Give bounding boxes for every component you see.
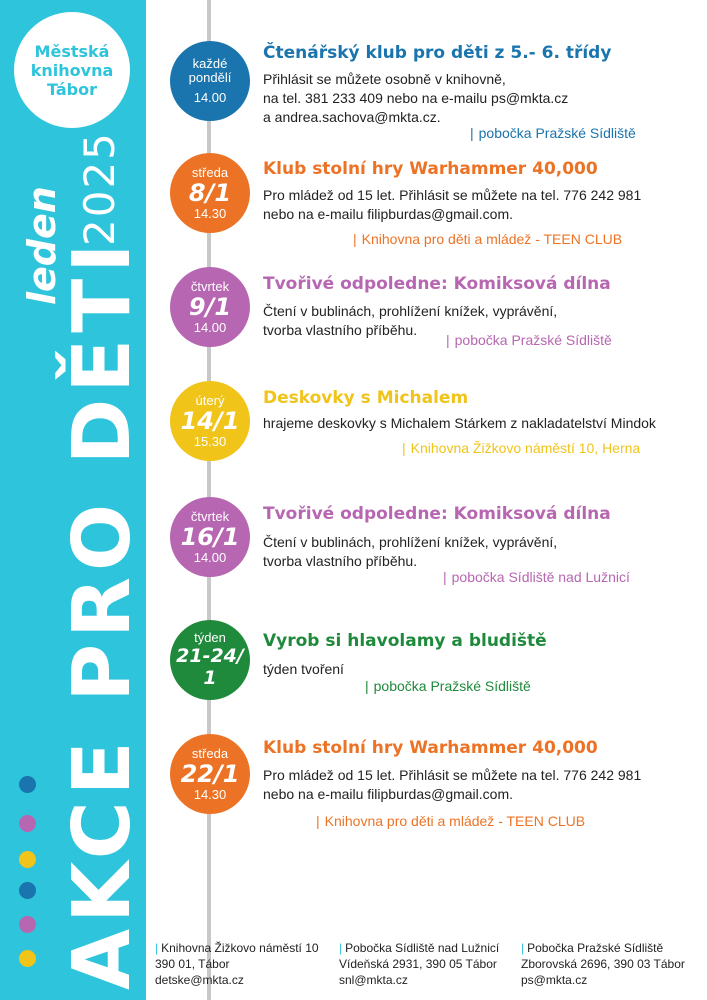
- poster-title: AKCE PRO DĚTI: [56, 237, 148, 990]
- decor-dot: [19, 851, 36, 868]
- event-date-circle: [170, 620, 250, 700]
- decor-dot: [19, 882, 36, 899]
- event-time: 14.30: [193, 205, 227, 221]
- event-description: týden tvoření: [263, 661, 344, 677]
- event-day: týden: [194, 630, 226, 645]
- event-description: Přihlásit se můžete osobně v knihovně, na tel. 381 233 409 nebo na e-mailu ps@mkta.cz a andrea.sachova@mkta.cz.: [263, 71, 569, 125]
- month-label: leden: [20, 186, 64, 305]
- event-title: Deskovky s Michalem: [263, 388, 469, 408]
- event-location: | Knihovna pro děti a mládež - TEEN CLUB: [353, 231, 623, 247]
- event-location: | Knihovna Žižkovo náměstí 10, Herna: [402, 440, 641, 456]
- event-time: 14.00: [193, 549, 227, 565]
- event-day: čtvrtek: [190, 278, 230, 294]
- event-date: 14/1: [180, 406, 240, 435]
- footer-branch-zizkovo: | Knihovna Žižkovo náměstí 10 390 01, Tábor detske@mkta.cz: [155, 941, 319, 987]
- event-date-circle: [170, 267, 250, 347]
- event-title: Tvořivé odpoledne: Komiksová dílna: [263, 504, 611, 524]
- event-description: Pro mládež od 15 let. Přihlásit se můžete na tel. 776 242 981 nebo na e-mailu filipburdas@gmail.com.: [263, 767, 642, 802]
- event-day: středa: [191, 164, 229, 180]
- event-time: 14.00: [193, 90, 227, 105]
- logo-line-1: Městská: [34, 41, 110, 61]
- event-location: | Knihovna pro děti a mládež - TEEN CLUB: [316, 813, 586, 829]
- event-date-circle: [170, 734, 250, 814]
- decor-dot: [19, 916, 36, 933]
- event-time: 15.30: [193, 433, 227, 449]
- event-title: Čtenářský klub pro děti z 5.- 6. třídy: [263, 43, 612, 63]
- event-title: Tvořivé odpoledne: Komiksová dílna: [263, 274, 611, 294]
- event-time: 14.00: [193, 319, 227, 335]
- event-description: Čtení v bublinách, prohlížení knížek, vyprávění, tvorba vlastního příběhu.: [263, 534, 558, 569]
- event-description: Pro mládež od 15 let. Přihlásit se můžete na tel. 776 242 981 nebo na e-mailu filipburdas@gmail.com.: [263, 187, 642, 222]
- event-location: | pobočka Pražské Sídliště: [365, 678, 531, 694]
- event-date: 22/1: [180, 759, 240, 788]
- library-logo: [14, 12, 130, 128]
- event-date-circle: [170, 153, 250, 233]
- footer-branch-prazske: | Pobočka Pražské Sídliště Zborovská 2696, 390 03 Tábor ps@mkta.cz: [521, 941, 685, 987]
- decor-dot: [19, 950, 36, 967]
- decor-dot: [19, 776, 36, 793]
- event-description: Čtení v bublinách, prohlížení knížek, vyprávění, tvorba vlastního příběhu.: [263, 303, 558, 338]
- logo-line-3: Tábor: [47, 79, 97, 99]
- footer-branch-nad-luznici: | Pobočka Sídliště nad Lužnicí Vídeňská 2931, 390 05 Tábor snl@mkta.cz: [339, 941, 500, 987]
- event-date: 16/1: [180, 522, 240, 551]
- event-date-circle: [170, 41, 250, 121]
- event-description: hrajeme deskovky s Michalem Stárkem z nakladatelství Mindok: [263, 415, 656, 431]
- sidebar: [0, 0, 146, 1000]
- event-title: Vyrob si hlavolamy a bludiště: [263, 631, 547, 651]
- event-day: středa: [191, 745, 229, 761]
- event-day: čtvrtek: [190, 508, 230, 524]
- decor-dot: [19, 815, 36, 832]
- event-date: 9/1: [188, 292, 232, 321]
- event-date: 8/1: [188, 178, 232, 207]
- event-time: 14.30: [193, 786, 227, 802]
- year-label: 2025: [75, 131, 124, 246]
- event-title: Klub stolní hry Warhammer 40,000: [263, 738, 598, 758]
- event-date-continued: 1: [203, 667, 217, 689]
- event-day: úterý: [195, 392, 225, 408]
- event-location: | pobočka Sídliště nad Lužnicí: [443, 569, 630, 585]
- event-location: | pobočka Pražské Sídliště: [446, 332, 612, 348]
- logo-line-2: knihovna: [30, 60, 114, 80]
- event-date: 21-24/: [176, 645, 244, 667]
- event-location: | pobočka Pražské Sídliště: [470, 125, 636, 141]
- event-day: každé pondělí: [188, 56, 232, 85]
- event-date-circle: [170, 497, 250, 577]
- event-date-circle: [170, 381, 250, 461]
- event-title: Klub stolní hry Warhammer 40,000: [263, 159, 598, 179]
